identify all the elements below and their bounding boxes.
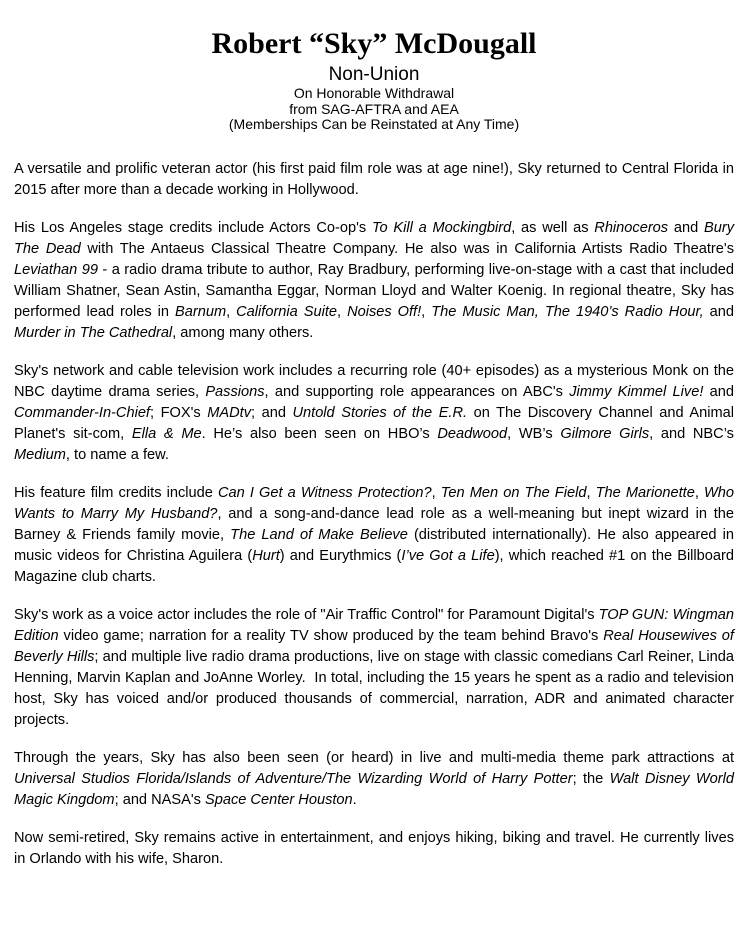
italic-title-run: TOP GUN: Wingman Edition bbox=[14, 606, 734, 644]
text-run: ; FOX's bbox=[150, 404, 208, 421]
bio-paragraph bbox=[14, 483, 734, 588]
italic-title-run: Untold Stories of the E.R. bbox=[292, 404, 468, 421]
italic-title-run: Jimmy Kimmel Live! bbox=[569, 383, 704, 400]
text-run: and bbox=[703, 383, 735, 400]
italic-title-run: Noises Off! bbox=[347, 303, 422, 320]
text-run: ; and NASA's bbox=[114, 791, 205, 808]
bio-paragraph bbox=[14, 218, 734, 344]
text-run: , bbox=[586, 484, 596, 501]
text-run: . bbox=[352, 791, 357, 808]
text-run: , and NBC’s bbox=[649, 425, 734, 442]
text-run: , to name a few. bbox=[65, 446, 169, 463]
italic-title-run: The Marionette bbox=[595, 484, 695, 501]
italic-title-run: Real Housewives of Beverly Hills bbox=[14, 627, 734, 665]
italic-title-run: Space Center Houston bbox=[205, 791, 353, 808]
italic-title-run: The Land of Make Believe bbox=[230, 526, 408, 543]
italic-title-run: Universal Studios Florida/Islands of Adventure/The Wizarding World of Harry Potter bbox=[14, 770, 573, 787]
bio-paragraph bbox=[14, 159, 734, 201]
text-run: ), which reached #1 on the Billboard Magazine club charts. bbox=[14, 547, 734, 585]
text-run: ) and Eurythmics ( bbox=[279, 547, 402, 564]
text-run: ; and multiple live radio drama productions, live on stage with classic comedians Carl Reiner, Linda Henning, Marvin Kaplan and JoAnne Worley. In total, including the 15 years he spent as a radio and television host, Sky has voiced and/or produced thousands of commercial, narration, ADR and animated character projects. bbox=[14, 648, 734, 728]
text-run: and bbox=[703, 303, 734, 320]
italic-title-run: Medium bbox=[14, 446, 66, 463]
bio-paragraph bbox=[14, 828, 734, 870]
italic-title-run: Ten Men on The Field bbox=[440, 484, 587, 501]
withdrawal-line: On Honorable Withdrawal bbox=[293, 85, 455, 101]
text-run: , bbox=[431, 484, 441, 501]
bio-paragraph bbox=[14, 361, 734, 466]
bio-paragraph bbox=[14, 748, 734, 811]
italic-title-run: I’ve Got a Life bbox=[401, 547, 495, 564]
italic-title-run: Passions bbox=[205, 383, 265, 400]
italic-title-run: Walt Disney World Magic Kingdom bbox=[14, 770, 735, 808]
text-run: , and a song-and-dance lead role as a well-meaning but inept wizard in the Barney & Friends family movie, bbox=[14, 505, 734, 543]
text-run: , bbox=[421, 303, 432, 320]
italic-title-run: Ella & Me bbox=[131, 425, 202, 442]
italic-title-run: Commander-In-Chief bbox=[14, 404, 150, 421]
text-run: (distributed internationally). He also appeared in music videos for Christina Aguilera ( bbox=[14, 526, 734, 564]
text-run: , bbox=[337, 303, 348, 320]
italic-title-run: Rhinoceros bbox=[594, 219, 669, 236]
text-run: Through the years, Sky has also been seen (or heard) in live and multi-media theme park attractions at bbox=[14, 749, 734, 766]
italic-title-run: To Kill a Mockingbird bbox=[371, 219, 512, 236]
text-run: and bbox=[668, 219, 704, 236]
text-run: , WB’s bbox=[507, 425, 561, 442]
page-title: Robert “Sky” McDougall bbox=[211, 27, 537, 60]
text-run: , as well as bbox=[511, 219, 595, 236]
text-run: Sky's network and cable television work includes a recurring role (40+ episodes) as a mysterious Monk on the NBC daytime drama series, bbox=[14, 362, 734, 400]
text-run: His feature film credits include bbox=[14, 484, 218, 501]
bio-paragraph bbox=[14, 605, 734, 731]
text-run: ; and bbox=[251, 404, 293, 421]
italic-title-run: California Suite bbox=[236, 303, 338, 320]
text-run: A versatile and prolific veteran actor (his first paid film role was at age nine!), Sky returned to Central Florida in 2015 after more than a decade working in Hollywood. bbox=[14, 160, 734, 198]
text-run: video game; narration for a reality TV show produced by the team behind Bravo's bbox=[58, 627, 604, 644]
union-status-line: Non-Union bbox=[328, 64, 420, 85]
text-run: with The Antaeus Classical Theatre Company. He also was in California Artists Radio Theatre's bbox=[80, 240, 734, 257]
italic-title-run: Bury The Dead bbox=[14, 219, 734, 257]
text-run: ; the bbox=[572, 770, 610, 787]
text-run: His Los Angeles stage credits include Actors Co-op's bbox=[14, 219, 372, 236]
text-run: , and supporting role appearances on ABC's bbox=[264, 383, 570, 400]
italic-title-run: The Music Man, The 1940’s Radio Hour, bbox=[431, 303, 704, 320]
text-run: on The Discovery Channel and Animal Planet's sit-com, bbox=[14, 404, 734, 442]
italic-title-run: Murder in The Cathedral bbox=[14, 324, 173, 341]
text-run: , among many others. bbox=[172, 324, 314, 341]
italic-title-run: Barnum bbox=[175, 303, 227, 320]
bio-paragraphs bbox=[14, 133, 734, 870]
italic-title-run: Leviathan 99 bbox=[14, 261, 98, 278]
italic-title-run: Who Wants to Marry My Husband? bbox=[14, 484, 735, 522]
italic-title-run: MADtv bbox=[207, 404, 251, 421]
italic-title-run: Deadwood bbox=[437, 425, 508, 442]
text-run: . He’s also been seen on HBO’s bbox=[201, 425, 438, 442]
italic-title-run: Gilmore Girls bbox=[560, 425, 650, 442]
reinstatement-note: (Memberships Can be Reinstated at Any Time) bbox=[228, 116, 520, 132]
italic-title-run: Can I Get a Witness Protection? bbox=[218, 484, 432, 501]
unions-line: from SAG-AFTRA and AEA bbox=[289, 100, 459, 117]
text-run: Now semi-retired, Sky remains active in entertainment, and enjoys hiking, biking and travel. He currently lives in Orlando with his wife, Sharon. bbox=[14, 829, 734, 867]
text-run: , bbox=[226, 303, 237, 320]
text-run: - a radio drama tribute to author, Ray Bradbury, performing live-on-stage with a cast that included William Shatner, Sean Astin, Samantha Eggar, Norman Lloyd and Walter Koenig. In regional theatre, Sky has performed lead roles in bbox=[14, 261, 734, 320]
text-run: , bbox=[694, 484, 704, 501]
italic-title-run: Hurt bbox=[252, 547, 280, 564]
text-run: Sky's work as a voice actor includes the role of "Air Traffic Control" for Paramount Digital's bbox=[14, 606, 599, 623]
